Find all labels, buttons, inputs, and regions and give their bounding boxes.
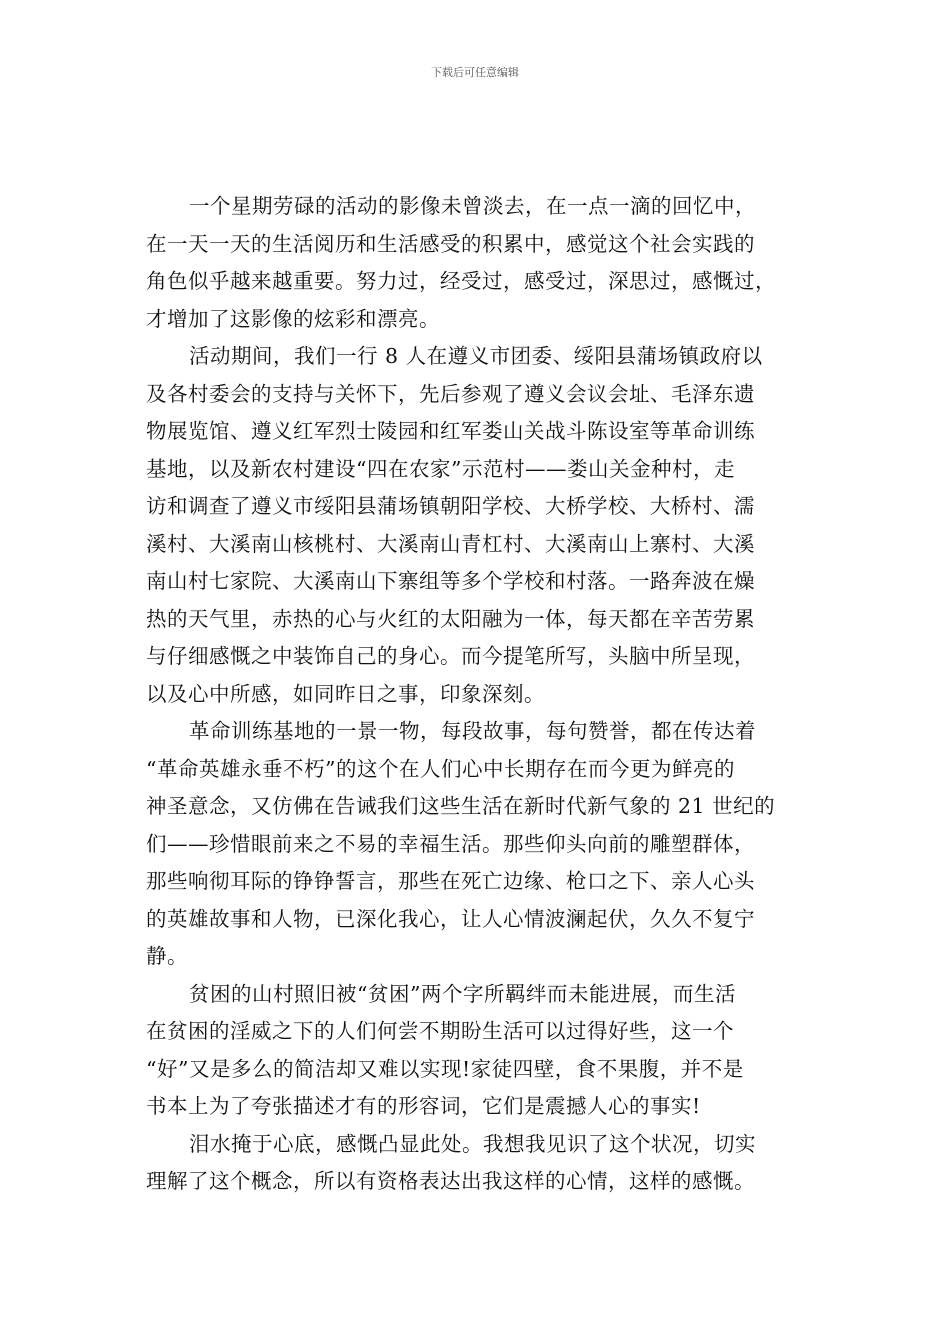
text-line: 基地，以及新农村建设“四在农家”示范村——娄山关金种村，走 <box>146 456 735 481</box>
text-line: 理解了这个概念，所以有资格表达出我这样的心情，这样的感慨。 <box>146 1169 755 1193</box>
text-line: 神圣意念，又仿佛在告诫我们这些生活在新时代新气象的 21 世纪的 <box>146 794 776 818</box>
text-line: 南山村七家院、大溪南山下寨组等多个学校和村落。一路奔波在燥 <box>146 569 755 593</box>
text-line: 才增加了这影像的炫彩和漂亮。 <box>146 306 440 331</box>
text-line: 及各村委会的支持与关怀下，先后参观了遵义会议会址、毛泽东遗 <box>146 381 755 406</box>
text-line: 书本上为了夸张描述才有的形容词，它们是震撼人心的事实! <box>146 1094 701 1118</box>
text-line: 与仔细感慨之中装饰自己的身心。而今提笔所写，头脑中所呈现， <box>146 644 755 668</box>
text-line: 的英雄故事和人物，已深化我心，让人心情波澜起伏，久久不复宁 <box>146 906 755 931</box>
paragraph-1 <box>146 188 836 338</box>
paragraph-4 <box>146 976 836 1126</box>
text-line: 以及心中所感，如同昨日之事，印象深刻。 <box>146 681 545 706</box>
text-line: 泪水掩于心底，感慨凸显此处。我想我见识了这个状况，切实 <box>189 1131 756 1156</box>
text-line: 革命训练基地的一景一物，每段故事，每句赞誉，都在传达着 <box>189 719 756 743</box>
text-line: 物展览馆、遵义红军烈士陵园和红军娄山关战斗陈设室等革命训练 <box>146 419 755 443</box>
paragraph-5 <box>146 1126 836 1201</box>
text-line: 贫困的山村照旧被“贫困”两个字所羁绊而未能进展，而生活 <box>189 981 736 1006</box>
text-line: 那些响彻耳际的铮铮誓言，那些在死亡边缘、枪口之下、亲人心头 <box>146 869 755 893</box>
document-body <box>146 188 836 1201</box>
text-line: 在贫困的淫威之下的人们何尝不期盼生活可以过得好些，这一个 <box>146 1019 734 1043</box>
text-line: 角色似乎越来越重要。努力过，经受过，感受过，深思过，感慨过， <box>146 269 776 293</box>
text-line: “好”又是多么的简洁却又难以实现!家徒四壁，食不果腹，并不是 <box>146 1056 744 1081</box>
text-line: 热的天气里，赤热的心与火红的太阳融为一体，每天都在辛苦劳累 <box>146 606 755 631</box>
text-line: 一个星期劳碌的活动的影像未曾淡去，在一点一滴的回忆中， <box>189 194 756 218</box>
text-line: 溪村、大溪南山核桃村、大溪南山青杠村、大溪南山上寨村、大溪 <box>146 531 755 556</box>
text-line: 们——珍惜眼前来之不易的幸福生活。那些仰头向前的雕塑群体， <box>146 831 755 856</box>
paragraph-3 <box>146 713 836 976</box>
text-line: 在一天一天的生活阅历和生活感受的积累中，感觉这个社会实践的 <box>146 231 755 256</box>
text-line: “革命英雄永垂不朽”的这个在人们心中长期存在而今更为鲜亮的 <box>146 756 735 781</box>
text-line: 静。 <box>146 944 188 968</box>
text-line: 活动期间，我们一行 8 人在遵义市团委、绥阳县蒲场镇政府以 <box>189 344 763 368</box>
paragraph-2 <box>146 338 836 713</box>
page-header: 下载后可任意编辑 <box>431 66 519 79</box>
text-line: 访和调查了遵义市绥阳县蒲场镇朝阳学校、大桥学校、大桥村、濡 <box>146 494 755 518</box>
